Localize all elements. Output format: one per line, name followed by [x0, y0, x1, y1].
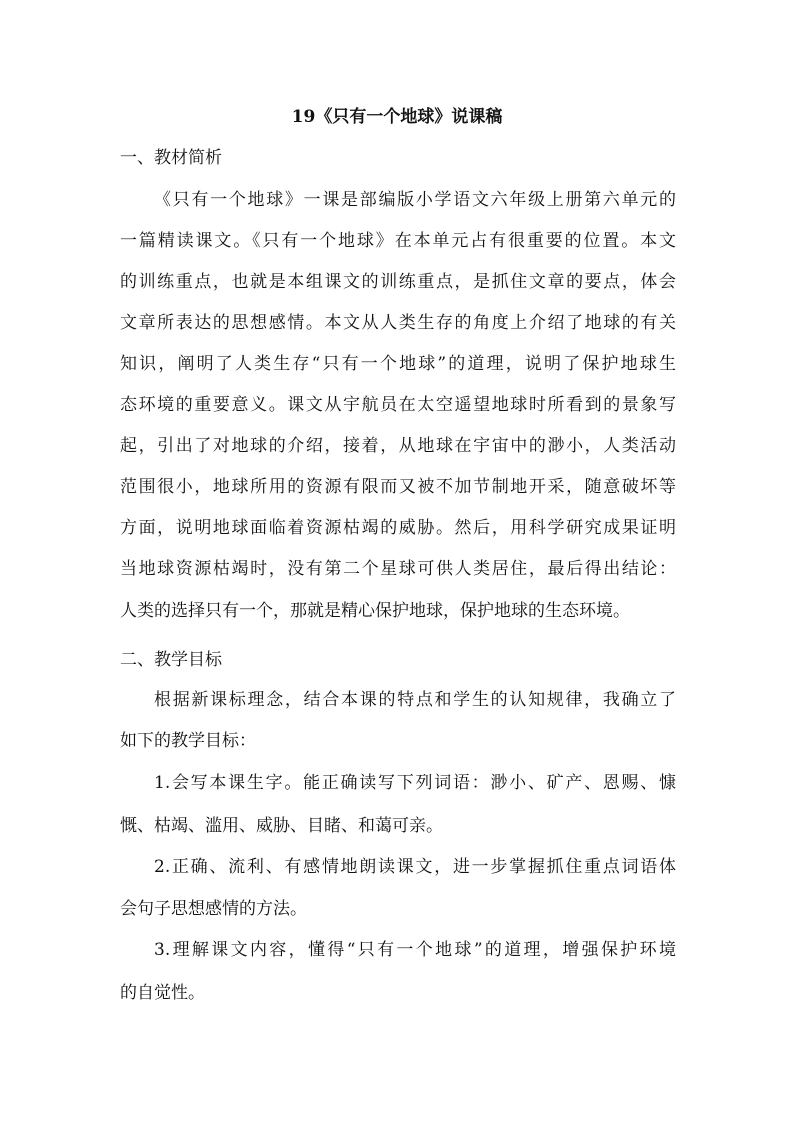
goal-item-2-line: 会句子思想感情的方法。 [120, 899, 307, 919]
paragraph-line: 知识，阐明了人类生存“只有一个地球”的道理，说明了保护地球生 [120, 354, 676, 374]
goal-item-1-line: 1.会写本课生字。能正确读写下列词语：渺小、矿产、恩赐、慷 [154, 773, 676, 793]
section-heading-teaching-goals: 二、教学目标 [120, 650, 222, 670]
goal-item-1-line: 慨、枯竭、滥用、威胁、目睹、和蔼可亲。 [120, 816, 443, 836]
paragraph-line: 人类的选择只有一个，那就是精心保护地球，保护地球的生态环境。 [120, 601, 630, 621]
paragraph-line: 如下的教学目标： [120, 731, 256, 751]
paragraph-line: 文章所表达的思想感情。本文从人类生存的角度上介绍了地球的有关 [120, 313, 676, 333]
goal-item-2-line: 2.正确、流利、有感情地朗读课文，进一步掌握抓住重点词语体 [154, 857, 676, 877]
paragraph-line: 当地球资源枯竭时，没有第二个星球可供人类居住，最后得出结论： [120, 559, 676, 579]
paragraph-line: 的训练重点，也就是本组课文的训练重点，是抓住文章的要点，体会 [120, 272, 676, 292]
paragraph-line: 《只有一个地球》一课是部编版小学语文六年级上册第六单元的 [154, 190, 676, 210]
paragraph-line: 起，引出了对地球的介绍，接着，从地球在宇宙中的渺小，人类活动 [120, 436, 676, 456]
paragraph-line: 一篇精读课文。《只有一个地球》在本单元占有很重要的位置。本文 [120, 231, 676, 251]
paragraph-line: 方面，说明地球面临着资源枯竭的威胁。然后，用科学研究成果证明 [120, 518, 676, 538]
paragraph-line: 根据新课标理念，结合本课的特点和学生的认知规律，我确立了 [154, 690, 676, 710]
paragraph-line: 态环境的重要意义。课文从宇航员在太空遥望地球时所看到的景象写 [120, 395, 676, 415]
paragraph-line: 范围很小，地球所用的资源有限而又被不加节制地开采，随意破坏等 [120, 477, 676, 497]
document-title: 19《只有一个地球》说课稿 [291, 107, 503, 127]
goal-item-3-line: 的自觉性。 [120, 983, 205, 1003]
section-heading-textbook-analysis: 一、教材简析 [120, 148, 222, 168]
goal-item-3-line: 3.理解课文内容，懂得“只有一个地球”的道理，增强保护环境 [154, 940, 676, 960]
